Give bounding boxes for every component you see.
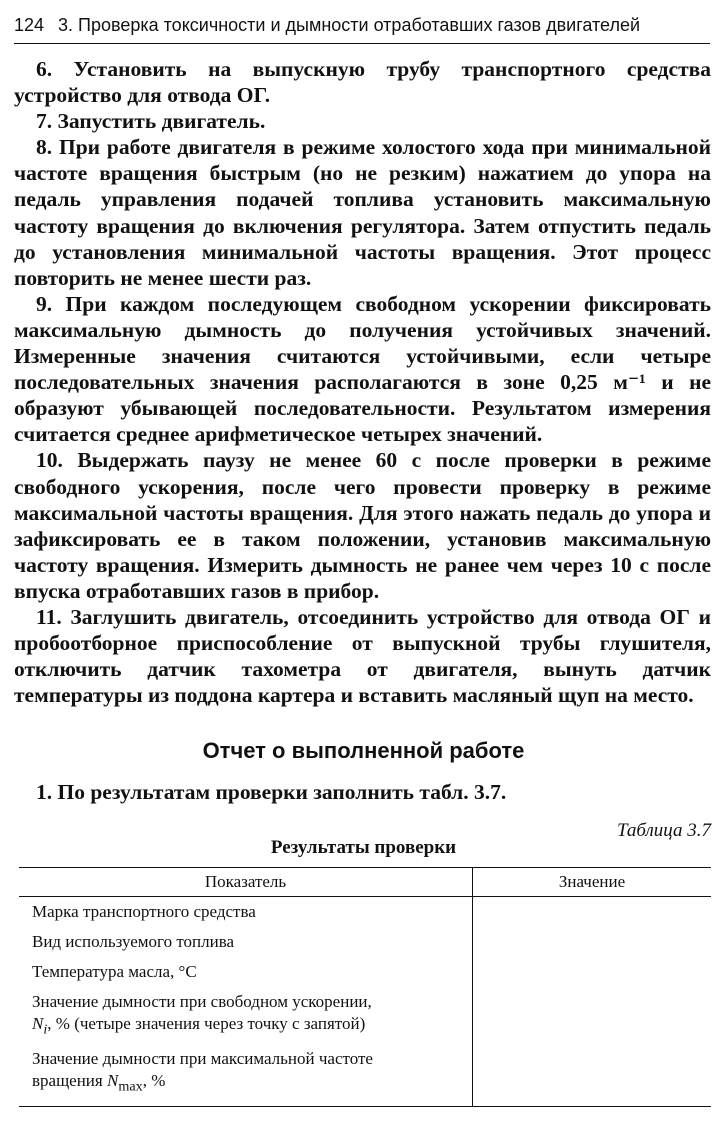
symbol-subscript: i: [43, 1021, 48, 1038]
row-label-fuel-type: Вид используемого топлива: [32, 932, 235, 951]
chapter-title: 3. Проверка токсичности и дымности отработавших газов двигателей: [58, 15, 641, 35]
row-label-line1: Значение дымности при максимальной частоте: [32, 1049, 373, 1069]
row-label-line2: , % (четыре значения через точку с запятой): [47, 1014, 366, 1033]
symbol-subscript: max: [118, 1078, 143, 1095]
row-label-line2: , %: [142, 1071, 166, 1091]
running-head: [14, 10, 710, 44]
table-row: [19, 1044, 711, 1106]
row-value-cell[interactable]: [473, 957, 712, 987]
symbol-n: N: [32, 1014, 44, 1033]
step-6: 6. Установить на выпускную трубу транспортного средства устройство для отвода ОГ.: [14, 57, 711, 108]
report-heading: Отчет о выполненной работе: [202, 738, 525, 763]
report-instruction: 1. По результатам проверки заполнить табл. 3.7.: [36, 780, 507, 804]
row-value-cell[interactable]: [473, 1044, 712, 1106]
table-row: [19, 957, 711, 987]
row-value-cell[interactable]: [473, 927, 712, 957]
step-10: 10. Выдержать паузу не менее 60 с после проверки в режиме свободного ускорения, после чего провести проверку в режиме максимальной частоты вращения. Для этого нажать педаль до упора и зафиксировать ее в таком положении, установив максимальную частоту вращения. Измерить дымность не ранее чем через 10 с после впуска отработавших газов в прибор.: [14, 448, 711, 603]
row-label-line2-prefix: вращения: [32, 1071, 107, 1091]
procedure-steps: [14, 56, 711, 708]
table-row: [19, 897, 711, 928]
step-8: 8. При работе двигателя в режиме холостого хода при минимальной частоте вращения быстрым (но не резким) нажатием до упора на педаль управления подачей топлива установить максимальную частоту вращения до включения регулятора. Затем отпустить педаль до установления минимальной частоты вращения. Этот процесс повторить не менее шести раз.: [14, 135, 711, 290]
table-row: [19, 987, 711, 1044]
table-row: [19, 927, 711, 957]
table-number: Таблица 3.7: [617, 820, 711, 841]
header-value: Значение: [473, 868, 712, 897]
row-label-free-acceleration-smoke: [19, 987, 473, 1044]
table-caption: Результаты проверки: [270, 837, 457, 858]
step-7: 7. Запустить двигатель.: [36, 109, 266, 134]
table-header-row: [19, 868, 711, 897]
step-11: 11. Заглушить двигатель, отсоединить устройство для отвода ОГ и пробоотборное приспособление от выпускной трубы глушителя, отключить датчик тахометра от двигателя, вынуть датчик температуры из поддона картера и вставить масляный щуп на место.: [14, 604, 711, 708]
row-label-max-speed-smoke: [19, 1044, 473, 1106]
row-value-cell[interactable]: [473, 987, 712, 1044]
page-number: 124: [14, 15, 45, 35]
results-table: [19, 867, 711, 1107]
row-value-cell[interactable]: [473, 897, 712, 928]
row-label-oil-temperature: Температура масла, °С: [32, 962, 197, 981]
step-9: 9. При каждом последующем свободном ускорении фиксировать максимальную дымность до получения устойчивых значений. Измеренные значения считаются устойчивыми, если четыре последовательных значения располагаются в зоне 0,25 м⁻¹ и не образуют убывающей последовательности. Результатом измерения считается среднее арифметическое четырех значений.: [14, 291, 711, 447]
header-indicator: Показатель: [19, 868, 473, 897]
symbol-n: N: [106, 1071, 119, 1091]
row-label-vehicle-brand: Марка транспортного средства: [32, 902, 256, 921]
header-rule: [14, 43, 710, 44]
row-label-line1: Значение дымности при свободном ускорении,: [32, 992, 372, 1011]
